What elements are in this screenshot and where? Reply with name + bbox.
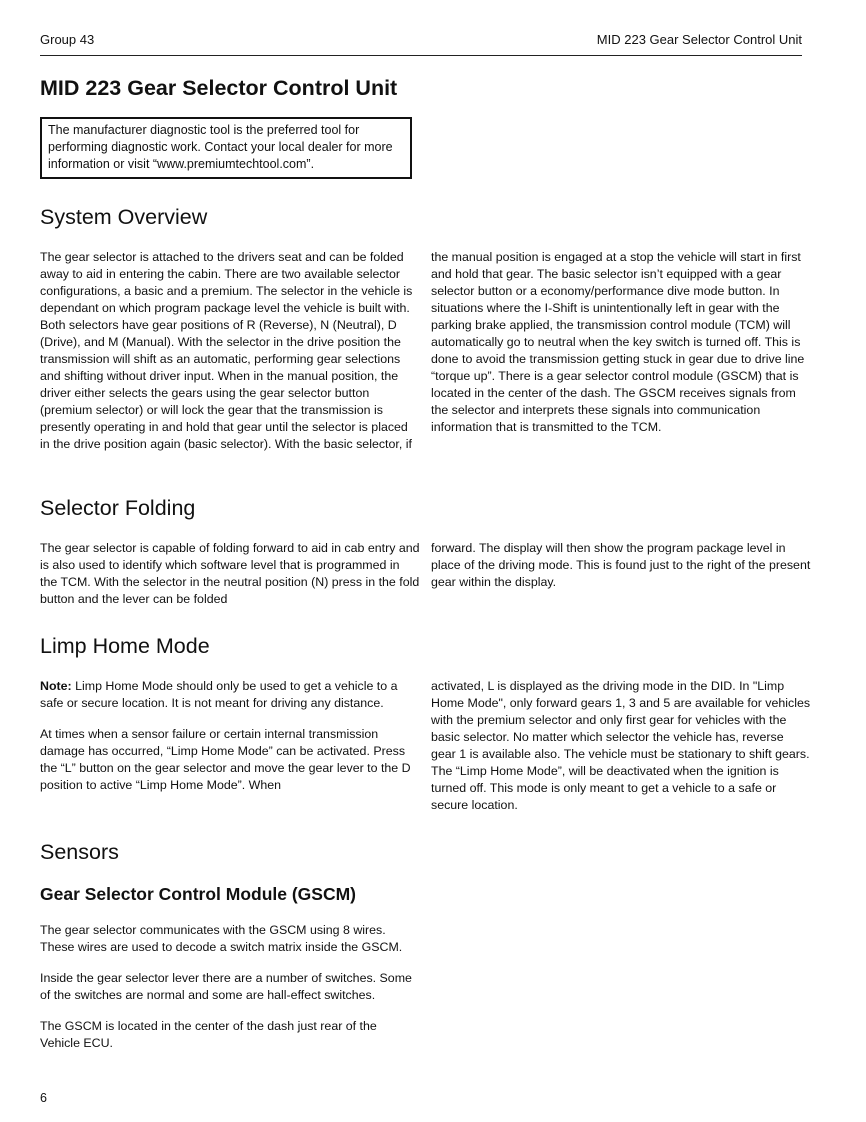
note-text: Limp Home Mode should only be used to get a vehicle to a safe or secure location. It is not meant for driving any distance. [40, 679, 398, 710]
limp-home-left-column [40, 678, 420, 794]
system-overview-right-column [431, 249, 811, 436]
heading-gscm: Gear Selector Control Module (GSCM) [40, 884, 356, 904]
gscm-paragraph: The gear selector communicates with the GSCM using 8 wires. These wires are used to decode a switch matrix inside the GSCM. [40, 923, 403, 954]
limp-home-text-left: At times when a sensor failure or certain internal transmission damage has occurred, “Limp Home Mode” can be activated. Press the “L” button on the gear selector and move the gear lever to the D position to active “Limp Home Mode”. When [40, 727, 411, 792]
header-group: Group 43 [40, 32, 95, 47]
page-title: MID 223 Gear Selector Control Unit [40, 76, 398, 100]
diagnostic-tool-notice: The manufacturer diagnostic tool is the preferred tool for performing diagnostic work. Contact your local dealer for more information or visit “www.premiumtechtool.com”. [40, 117, 412, 179]
header-section-title: MID 223 Gear Selector Control Unit [596, 32, 802, 47]
heading-selector-folding: Selector Folding [40, 496, 196, 520]
limp-home-right-column [431, 678, 811, 814]
selector-folding-text-right: forward. The display will then show the program package level in place of the driving mode. This is found just to the right of the present gear within the display. [431, 541, 811, 589]
gscm-column [40, 922, 412, 1052]
note-label: Note: [40, 679, 72, 693]
heading-limp-home-mode: Limp Home Mode [40, 634, 210, 658]
selector-folding-left-column [40, 540, 420, 608]
page-number: 6 [40, 1091, 47, 1105]
heading-sensors: Sensors [40, 840, 119, 864]
limp-home-text-right: activated, L is displayed as the driving mode in the DID. In "Limp Home Mode", only forward gears 1, 3 and 5 are available for vehicles with the premium selector and only first gear for vehicles with the basic selector. No matter which selector the vehicle has, reverse gear 1 is available also. The vehicle must be stationary to shift gears. The “Limp Home Mode”, will be deactivated when the ignition is turned off. This mode is only meant to get a vehicle to a safe or secure location. [431, 679, 811, 812]
gscm-paragraph: Inside the gear selector lever there are a number of switches. Some of the switches are normal and some are hall-effect switches. [40, 971, 412, 1002]
system-overview-text-right: the manual position is engaged at a stop the vehicle will start in first and hold that gear. The basic selector isn’t equipped with a gear selector button or a economy/performance dive mode button. In situations where the I-Shift is unintentionally left in gear with the parking brake applied, the transmission control module (TCM) will automatically go to neutral when the key switch is turned off. This is done to avoid the transmission getting stuck in gear due to drive line “torque up”. There is a gear selector control module (GSCM) that is located in the center of the dash. The GSCM receives signals from the selector and interprets these signals into communication information that is transmitted to the TCM. [431, 250, 805, 434]
system-overview-text-left: The gear selector is attached to the drivers seat and can be folded away to aid in entering the cabin. There are two available selector configurations, a basic and a premium. The selector in the vehicle is dependant on which program package level the vehicle is built with. Both selectors have gear positions of R (Reverse), N (Neutral), D (Drive), and M (Manual). With the selector in the drive position the transmission will shift as an automatic, performing gear selections and shifting without driver input. When in the manual position, the driver either selects the gears using the gear selector button (premium selector) or will lock the gear that the transmission is presently operating in and hold that gear until the selector is placed in the drive position again (basic selector). With the basic selector, if [40, 250, 413, 451]
header-rule [40, 55, 802, 56]
selector-folding-right-column [431, 540, 811, 591]
gscm-paragraph: The GSCM is located in the center of the dash just rear of the Vehicle ECU. [40, 1019, 377, 1050]
system-overview-left-column [40, 249, 420, 453]
heading-system-overview: System Overview [40, 205, 208, 229]
selector-folding-text-left: The gear selector is capable of folding forward to aid in cab entry and is also used to identify which software level that is programmed in the TCM. With the selector in the neutral position (N) press in the fold button and the lever can be folded [40, 541, 420, 606]
limp-home-note [40, 678, 420, 712]
